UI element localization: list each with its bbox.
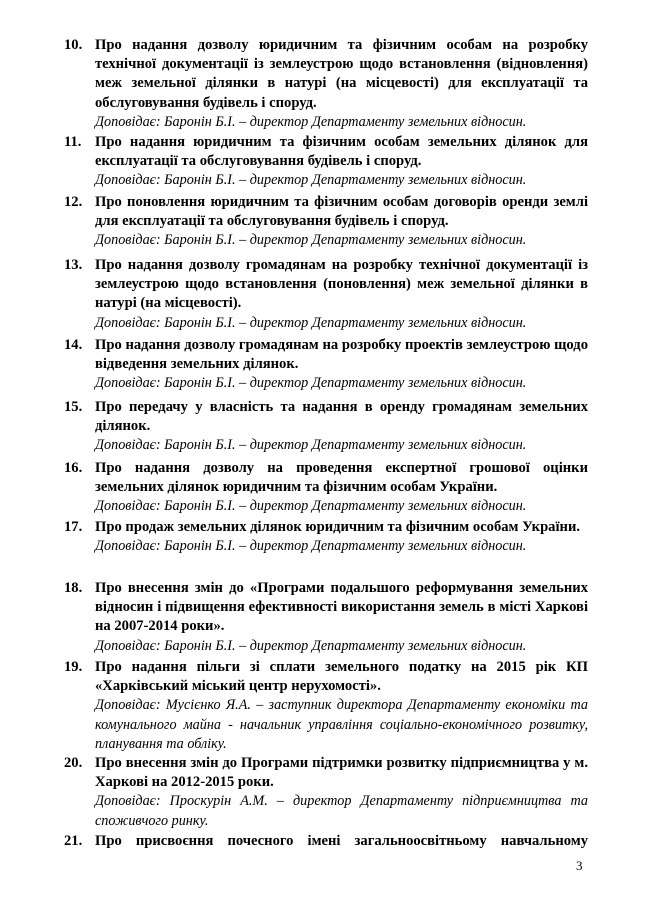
item-speaker: Доповідає: Баронін Б.І. – директор Департаменту земельних відносин. (95, 314, 527, 331)
item-number: 10. (64, 37, 83, 53)
item-number: 12. (64, 194, 83, 210)
agenda-item-13 (64, 256, 588, 333)
item-speaker: Доповідає: Баронін Б.І. – директор Департаменту земельних відносин. (95, 498, 527, 515)
item-title: Про передачу у власність та надання в оренду громадянам земельних ділянок. (95, 399, 588, 435)
item-number: 16. (64, 460, 83, 476)
agenda-item-12 (64, 193, 588, 251)
agenda-item-14 (64, 336, 588, 394)
agenda-item-15 (64, 398, 588, 456)
item-title: Про надання дозволу на проведення експертної грошової оцінки земельних ділянок юридичним та фізичним особам України. (95, 460, 588, 496)
item-speaker: Доповідає: Баронін Б.І. – директор Департаменту земельних відносин. (95, 437, 527, 454)
agenda-item-11 (64, 133, 588, 191)
item-speaker: Доповідає: Баронін Б.І. – директор Департаменту земельних відносин. (95, 113, 527, 130)
item-number: 21. (64, 833, 83, 849)
item-speaker: Доповідає: Проскурін А.М. – директор Департаменту підприємництва та споживчого ринку. (95, 793, 588, 829)
item-title: Про внесення змін до Програми підтримки розвитку підприємництва у м. Харкові на 2012-2015 роки. (95, 755, 588, 791)
item-number: 17. (64, 519, 83, 535)
item-number: 13. (64, 257, 83, 273)
item-number: 11. (64, 134, 82, 150)
item-number: 18. (64, 580, 83, 596)
item-number: 20. (64, 755, 83, 771)
agenda-item-21 (64, 832, 588, 851)
item-title: Про надання дозволу громадянам на розробку технічної документації із землеустрою щодо встановлення (поновлення) меж земельної ділянки в натурі (на місцевості). (95, 257, 588, 312)
item-number: 19. (64, 659, 83, 675)
item-speaker: Доповідає: Баронін Б.І. – директор Департаменту земельних відносин. (95, 172, 527, 189)
item-title: Про продаж земельних ділянок юридичним та фізичним особам України. (95, 519, 580, 535)
agenda-item-18 (64, 579, 588, 656)
item-title: Про надання дозволу юридичним та фізичним особам на розробку технічної документації із землеустрою щодо встановлення (відновлення) меж земельної ділянки в натурі (на місцевості) для експлуатації та обслуговування будівель і споруд. (95, 37, 588, 111)
agenda-item-20 (64, 754, 588, 831)
agenda-item-17 (64, 518, 588, 556)
item-title: Про надання дозволу громадянам на розробку проектів землеустрою щодо відведення земельних ділянок. (95, 337, 588, 373)
agenda-item-16 (64, 459, 588, 517)
page-number: 3 (576, 858, 583, 873)
item-speaker: Доповідає: Баронін Б.І. – директор Департаменту земельних відносин. (95, 232, 527, 249)
item-title: Про присвоєння почесного імені загальноосвітньому навчальному (95, 833, 588, 849)
item-title: Про надання юридичним та фізичним особам земельних ділянок для експлуатації та обслуговування будівель і споруд. (95, 134, 588, 170)
item-speaker: Доповідає: Мусієнко Я.А. – заступник директора Департаменту економіки та комунального майна - начальник управління соціально-економічного розвитку, планування та обліку. (95, 697, 588, 752)
item-speaker: Доповідає: Баронін Б.І. – директор Департаменту земельних відносин. (95, 375, 527, 392)
agenda-item-19 (64, 658, 588, 754)
item-title: Про надання пільги зі сплати земельного податку на 2015 рік КП «Харківський міський центр нерухомості». (95, 659, 588, 695)
item-number: 14. (64, 337, 83, 353)
item-speaker: Доповідає: Баронін Б.І. – директор Департаменту земельних відносин. (95, 637, 527, 654)
item-number: 15. (64, 399, 83, 415)
item-title: Про поновлення юридичним та фізичним особам договорів оренди землі для експлуатації та обслуговування будівель і споруд. (95, 194, 588, 230)
item-title: Про внесення змін до «Програми подальшого реформування земельних відносин і підвищення ефективності використання земель в місті Харкові на 2007-2014 роки». (95, 580, 588, 635)
item-speaker: Доповідає: Баронін Б.І. – директор Департаменту земельних відносин. (95, 538, 527, 555)
agenda-item-10 (64, 36, 588, 132)
